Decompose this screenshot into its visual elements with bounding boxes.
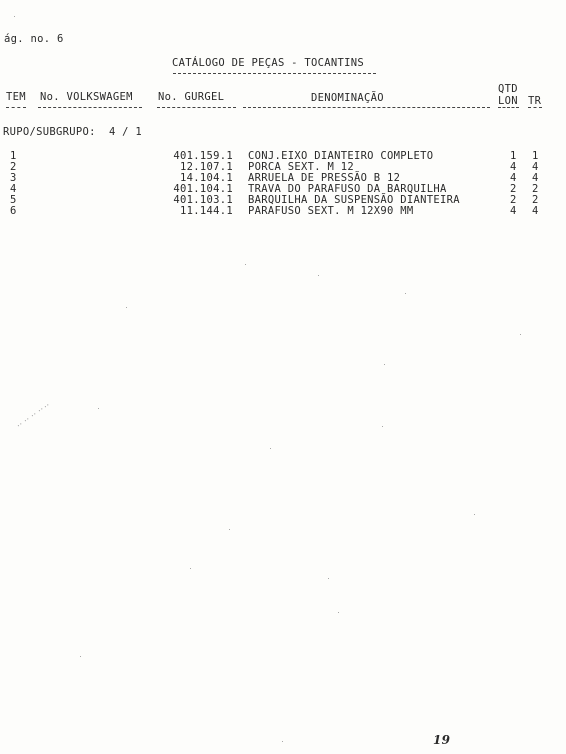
header-rule-denominacao bbox=[243, 107, 490, 108]
qty-lon: 4 bbox=[510, 172, 517, 184]
table-row bbox=[0, 183, 566, 194]
qty-lon: 4 bbox=[510, 161, 517, 173]
speck bbox=[98, 408, 99, 409]
item-number: 6 bbox=[10, 205, 17, 217]
header-rule-lon bbox=[498, 107, 519, 108]
speck bbox=[382, 426, 383, 427]
gurgel-number: 401.104.1 bbox=[173, 183, 233, 195]
col-header-item: TEM bbox=[6, 91, 26, 103]
item-number: 2 bbox=[10, 161, 17, 173]
margin-scribble bbox=[16, 402, 52, 430]
gurgel-number: 11.144.1 bbox=[180, 205, 233, 217]
speck bbox=[474, 514, 475, 515]
title-underline bbox=[173, 73, 376, 74]
col-header-qtd: QTD bbox=[498, 83, 518, 95]
table-row bbox=[0, 161, 566, 172]
header-rule-tr bbox=[528, 107, 542, 108]
group-subgroup-line: RUPO/SUBGRUPO: 4 / 1 bbox=[3, 126, 143, 138]
qty-tr: 4 bbox=[532, 161, 539, 173]
item-number: 5 bbox=[10, 194, 17, 206]
col-header-lon: LON bbox=[498, 95, 518, 107]
part-description: CONJ.EIXO DIANTEIRO COMPLETO bbox=[248, 150, 434, 162]
part-description: PARAFUSO SEXT. M 12X90 MM bbox=[248, 205, 414, 217]
speck bbox=[520, 334, 521, 335]
speck bbox=[190, 568, 191, 569]
qty-tr: 2 bbox=[532, 194, 539, 206]
speck bbox=[245, 264, 246, 265]
part-description: PORCA SEXT. M 12 bbox=[248, 161, 354, 173]
gurgel-number: 401.103.1 bbox=[173, 194, 233, 206]
col-header-tr: TR bbox=[528, 95, 542, 107]
gurgel-number: 401.159.1 bbox=[173, 150, 233, 162]
speck bbox=[338, 612, 339, 613]
speck bbox=[328, 578, 329, 579]
part-description: BARQUILHA DA SUSPENSÃO DIANTEIRA bbox=[248, 194, 460, 206]
header-rule-volkswagem bbox=[38, 107, 142, 108]
item-number: 1 bbox=[10, 150, 17, 162]
item-number: 3 bbox=[10, 172, 17, 184]
qty-tr: 1 bbox=[532, 150, 539, 162]
speck bbox=[14, 16, 15, 17]
qty-lon: 4 bbox=[510, 205, 517, 217]
speck bbox=[318, 275, 319, 276]
gurgel-number: 12.107.1 bbox=[180, 161, 233, 173]
page-number-label: ág. no. 6 bbox=[4, 33, 64, 45]
table-row bbox=[0, 172, 566, 183]
table-row bbox=[0, 150, 566, 161]
speck bbox=[405, 293, 406, 294]
header-rule-gurgel bbox=[157, 107, 236, 108]
document-title: CATÁLOGO DE PEÇAS - TOCANTINS bbox=[172, 57, 365, 69]
speck bbox=[126, 307, 127, 308]
qty-lon: 2 bbox=[510, 194, 517, 206]
part-description: ARRUELA DE PRESSÃO B 12 bbox=[248, 172, 401, 184]
col-header-volkswagem: No. VOLKSWAGEM bbox=[40, 91, 133, 103]
speck bbox=[270, 448, 271, 449]
part-description: TRAVA DO PARAFUSO DA BARQUILHA bbox=[248, 183, 447, 195]
qty-lon: 2 bbox=[510, 183, 517, 195]
qty-tr: 2 bbox=[532, 183, 539, 195]
qty-tr: 4 bbox=[532, 172, 539, 184]
speck bbox=[282, 741, 283, 742]
gurgel-number: 14.104.1 bbox=[180, 172, 233, 184]
col-header-denominacao: DENOMINAÇÃO bbox=[311, 92, 384, 104]
table-row bbox=[0, 194, 566, 205]
qty-lon: 1 bbox=[510, 150, 517, 162]
handwritten-page-number: 19 bbox=[433, 733, 451, 747]
item-number: 4 bbox=[10, 183, 17, 195]
speck bbox=[80, 656, 81, 657]
speck bbox=[384, 364, 385, 365]
qty-tr: 4 bbox=[532, 205, 539, 217]
speck bbox=[229, 529, 230, 530]
header-rule-item bbox=[6, 107, 26, 108]
table-row bbox=[0, 205, 566, 216]
col-header-gurgel: No. GURGEL bbox=[158, 91, 225, 103]
